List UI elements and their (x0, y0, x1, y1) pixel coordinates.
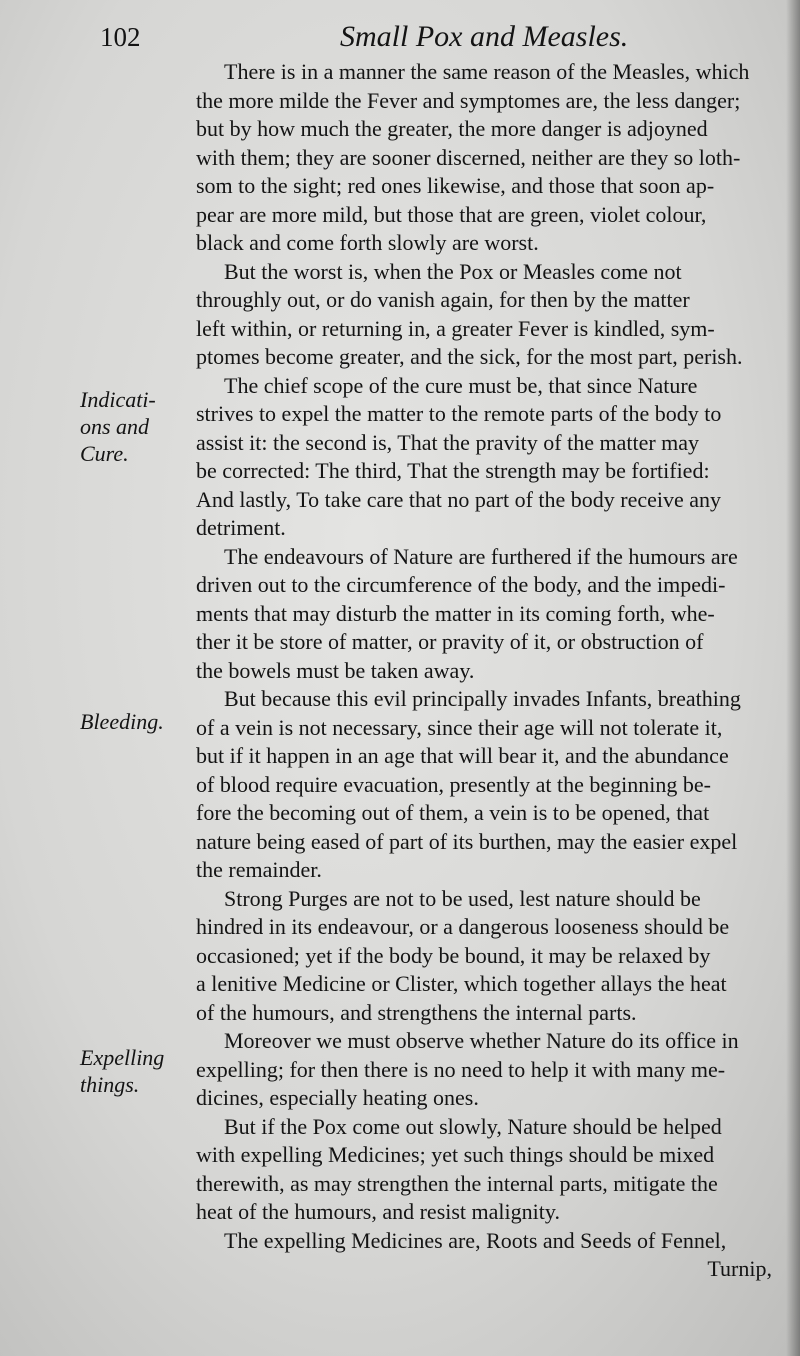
text-line: ments that may disturb the matter in its coming forth, whe- (196, 600, 715, 626)
text-line: There is in a manner the same reason of the Measles, which (224, 59, 750, 84)
margin-note-line: Cure. (80, 441, 129, 466)
text-line: And lastly, To take care that no part of the body receive any (196, 486, 722, 512)
text-line: heat of the humours, and resist malignity. (196, 1199, 560, 1224)
text-line: assist it: the second is, That the pravity of the matter may (196, 429, 700, 455)
text-line: therewith, as may strengthen the internal parts, mitigate the (196, 1170, 718, 1196)
text-line: The expelling Medicines are, Roots and Seeds of Fennel, (224, 1227, 727, 1253)
text-line: the remainder. (196, 857, 322, 882)
text-line: of a vein is not necessary, since their age will not tolerate it, (196, 714, 723, 740)
text-line: expelling; for then there is no need to help it with many me- (196, 1056, 726, 1082)
margin-note-bleeding (80, 708, 164, 735)
text-line: of the humours, and strengthens the internal parts. (196, 999, 637, 1025)
text-line: the more milde the Fever and symptomes are, the less danger; (196, 87, 741, 113)
text-line: But if the Pox come out slowly, Nature should be helped (224, 1113, 722, 1139)
page-edge-shadow (786, 0, 800, 1356)
margin-note-line: things. (80, 1072, 140, 1097)
text-line: but by how much the greater, the more danger is adjoyned (196, 116, 708, 141)
text-line: The chief scope of the cure must be, that since Nature (224, 372, 698, 398)
text-line: But the worst is, when the Pox or Measles come not (224, 258, 682, 284)
catchword: Turnip, (707, 1256, 772, 1281)
text-line: dicines, especially heating ones. (196, 1085, 479, 1110)
text-line: left within, or returning in, a greater Fever is kindled, sym- (196, 315, 715, 341)
text-line: Strong Purges are not to be used, lest nature should be (224, 885, 701, 911)
text-line: ther it be store of matter, or pravity of it, or obstruction of (196, 629, 704, 654)
text-line: with them; they are sooner discerned, neither are they so loth- (196, 144, 741, 170)
text-line: but if it happen in an age that will bear it, and the abundance (196, 743, 729, 768)
text-line: nature being eased of part of its burthen, may the easier expel (196, 828, 738, 854)
text-line: be corrected: The third, That the strength may be fortified: (196, 458, 710, 483)
text-line: of blood require evacuation, presently at the beginning be- (196, 771, 711, 797)
running-title: Small Pox and Measles. (340, 20, 629, 53)
page-number: 102 (100, 22, 141, 52)
margin-note-line: Bleeding. (80, 709, 164, 734)
margin-note-indications (80, 386, 156, 467)
text-line: hindred in its endeavour, or a dangerous looseness should be (196, 914, 730, 939)
text-line: But because this evil principally invades Infants, breathing (224, 686, 741, 711)
text-line: Moreover we must observe whether Nature do its office in (224, 1028, 739, 1053)
text-line: the bowels must be taken away. (196, 657, 475, 683)
margin-note-expelling (80, 1044, 164, 1098)
text-line: ptomes become greater, and the sick, for the most part, perish. (196, 344, 743, 369)
text-line: The endeavours of Nature are furthered if the humours are (224, 543, 738, 569)
text-line: pear are more mild, but those that are green, violet colour, (196, 201, 707, 227)
margin-note-line: ons and (80, 414, 150, 439)
text-line: black and come forth slowly are worst. (196, 230, 539, 255)
body-text (196, 58, 782, 1284)
margin-note-line: Expelling (80, 1045, 165, 1070)
text-line: detriment. (196, 515, 286, 540)
text-line: occasioned; yet if the body be bound, it may be relaxed by (196, 942, 711, 968)
text-line: strives to expel the matter to the remote parts of the body to (196, 401, 722, 426)
text-line: with expelling Medicines; yet such things should be mixed (196, 1142, 715, 1167)
text-line: throughly out, or do vanish again, for then by the matter (196, 287, 690, 312)
text-line: driven out to the circumference of the body, and the impedi- (196, 572, 726, 597)
text-line: fore the becoming out of them, a vein is to be opened, that (196, 800, 710, 825)
text-line: som to the sight; red ones likewise, and those that soon ap- (196, 173, 715, 198)
text-line: a lenitive Medicine or Clister, which together allays the heat (196, 971, 727, 996)
margin-note-line: Indicati- (80, 387, 156, 412)
